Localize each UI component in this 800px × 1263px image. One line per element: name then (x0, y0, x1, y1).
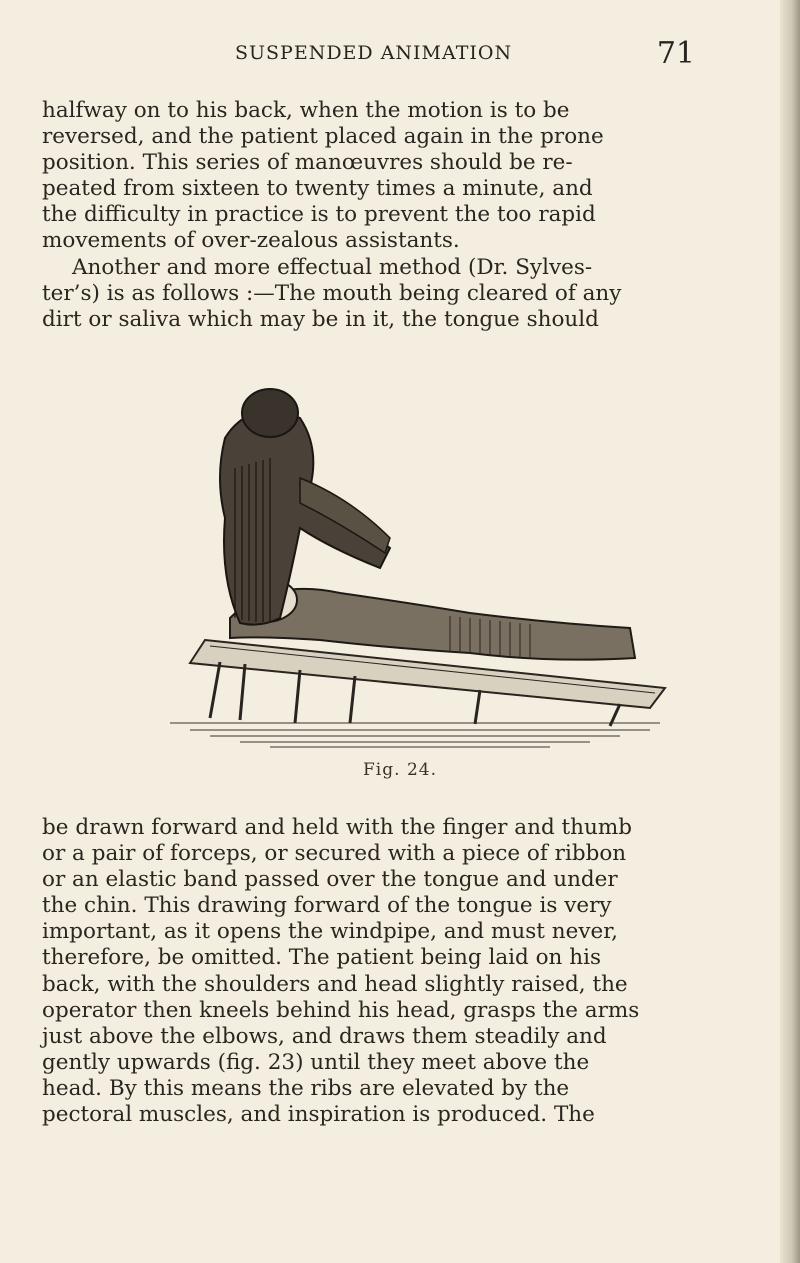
text-line: pectoral muscles, and inspiration is produced. The (42, 1102, 595, 1128)
text-line: just above the elbows, and draws them steadily and (42, 1023, 607, 1049)
page-header (235, 36, 695, 74)
text-line: movements of over-zealous assistants. (42, 228, 460, 254)
text-line: ter’s) is as follows :—The mouth being cleared of any (42, 280, 622, 306)
figure-caption: Fig. 24. (363, 760, 437, 780)
text-line: or an elastic band passed over the tongue and under (42, 867, 618, 893)
text-line: Another and more effectual method (Dr. Sylves- (72, 254, 593, 280)
text-line: operator then kneels behind his head, grasps the arms (42, 997, 640, 1023)
ground-hatching (170, 723, 660, 747)
text-line: peated from sixteen to twenty times a minute, and (42, 176, 593, 202)
figure-illustration (150, 378, 670, 753)
paragraph-top (42, 98, 742, 333)
paragraph-bottom (42, 815, 742, 1128)
text-line: be drawn forward and held with the finger and thumb (42, 815, 633, 840)
text-line: head. By this means the ribs are elevated by the (42, 1075, 570, 1101)
text-line: the chin. This drawing forward of the tongue is very (42, 893, 612, 919)
text-line: or a pair of forceps, or secured with a piece of ribbon (42, 841, 627, 867)
engraving-illustration (150, 378, 670, 753)
text-line: halfway on to his back, when the motion is to be (42, 98, 570, 123)
text-line: therefore, be omitted. The patient being laid on his (42, 945, 601, 971)
text-line: back, with the shoulders and head slightly raised, the (42, 971, 628, 997)
page-number: 71 (656, 36, 695, 71)
page-edge (780, 0, 800, 1263)
text-line: the difficulty in practice is to prevent the too rapid (42, 202, 596, 228)
text-line: dirt or saliva which may be in it, the tongue should (42, 306, 599, 332)
text-line: position. This series of manœuvres should be re- (42, 150, 573, 176)
text-line: gently upwards (fig. 23) until they meet above the (42, 1049, 590, 1075)
running-head: SUSPENDED ANIMATION (235, 42, 513, 64)
operator-head (242, 389, 298, 437)
text-line: reversed, and the patient placed again in the prone (42, 124, 604, 150)
text-line: important, as it opens the windpipe, and must never, (42, 919, 618, 945)
